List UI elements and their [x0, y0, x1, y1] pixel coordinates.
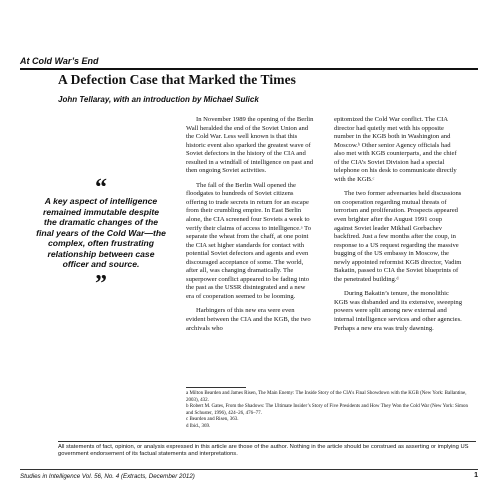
- article-title: A Defection Case that Marked the Times: [58, 72, 297, 87]
- body-paragraph: epitomized the Cold War conflict. The CIA director had quietly met with his opposite number in the KGB both in Washington and Moscow.ᵇ Other senior Agency officials had also met with KGB counterparts, and the chief of the CIA’s Soviet Division had a special telephone on his desk to communicate directly with the KGB.ᶜ: [334, 116, 457, 183]
- body-paragraph: In November 1989 the opening of the Berlin Wall heralded the end of the Soviet Union and the Cold War. Less well known is that this historic event also sparked the greatest wave of Soviet defectors in the history of the CIA and resulted in a windfall of intelligence on past and then ongoing Soviet activities.: [186, 116, 314, 175]
- body-paragraph: During Bakatin’s tenure, the monolithic KGB was disbanded and its extensive, sweeping powers were split among new external and internal intelligence services and other agencies. Perhaps a new era was truly dawning.: [334, 290, 463, 332]
- close-quote-mark: ”: [95, 270, 107, 297]
- body-column-right: [334, 116, 462, 339]
- footnote: d Ibid., 369.: [186, 423, 211, 429]
- body-paragraph: Harbingers of this new era were even evident between the CIA and the KGB, the two archivals who: [186, 307, 311, 332]
- pull-quote-text: A key aspect of intelligence remained immutable despite the dramatic changes of the final years of the Cold War—the complex, often frustrating relationship between case officer and source.: [36, 196, 166, 269]
- footnote: a Milton Bearden and James Risen, The Main Enemy: The Inside Story of the CIA’s Final Showdown with the KGB (New York: Ballantine, 2003), 432.: [186, 391, 467, 403]
- footnote: c Bearden and Risen, 363.: [186, 417, 239, 422]
- body-paragraph: The fall of the Berlin Wall opened the floodgates to hundreds of Soviet citizens offering to trade secrets in return for an escape from their crumbling empire. In East Berlin alone, the CIA screened four Soviets a week to verify their claims of access to intelligence.ᵃ To separate the wheat from the chaff, at one point the CIA set higher standards for contact with potential Soviet defectors and agents and even discouraged acceptance of some. The world, after all, was changing dramatically. The superpower conflict appeared to be fading into the past as the USSR disintegrated and a new era of cooperation seemed to be looming.: [186, 181, 311, 300]
- publication-info: Studies in Intelligence Vol. 56, No. 4 (Extracts, December 2012): [20, 473, 195, 480]
- pull-quote: [36, 175, 166, 297]
- body-column-left: [186, 116, 314, 339]
- disclaimer: All statements of fact, opinion, or analysis expressed in this article are those of the author. Nothing in the article should be construed as asserting or implying US government endorsement of its factual statements and interpretations.: [58, 441, 476, 458]
- footnote: b Robert M. Gates, From the Shadows: The Ultimate Insider’s Story of Five Presidents and How They Won the Cold War (New York: Simon and Schuster, 1996), 424–26, 476–77.: [186, 404, 469, 416]
- body-paragraph: The two former adversaries held discussions on cooperation regarding mutual threats of terrorism and proliferation. Prospects appeared even brighter after the August 1991 coup against Soviet leader Mikhail Gorbachev backfired. Just a few months after the coup, in response to a US request regarding the massive bugging of the US embassy in Moscow, the newly appointed reformist KGB director, Vadim Bakatin, passed to CIA the Soviet blueprints of the penetrated building.ᵈ: [334, 190, 462, 283]
- footer-divider: [20, 469, 478, 470]
- section-header: At Cold War’s End: [20, 56, 478, 70]
- article-byline: John Tellaray, with an introduction by Michael Sulick: [58, 95, 259, 104]
- footnotes: [186, 391, 476, 430]
- footnote-divider: [186, 387, 246, 388]
- page-number: 1: [474, 472, 478, 479]
- open-quote-mark: “: [95, 175, 107, 201]
